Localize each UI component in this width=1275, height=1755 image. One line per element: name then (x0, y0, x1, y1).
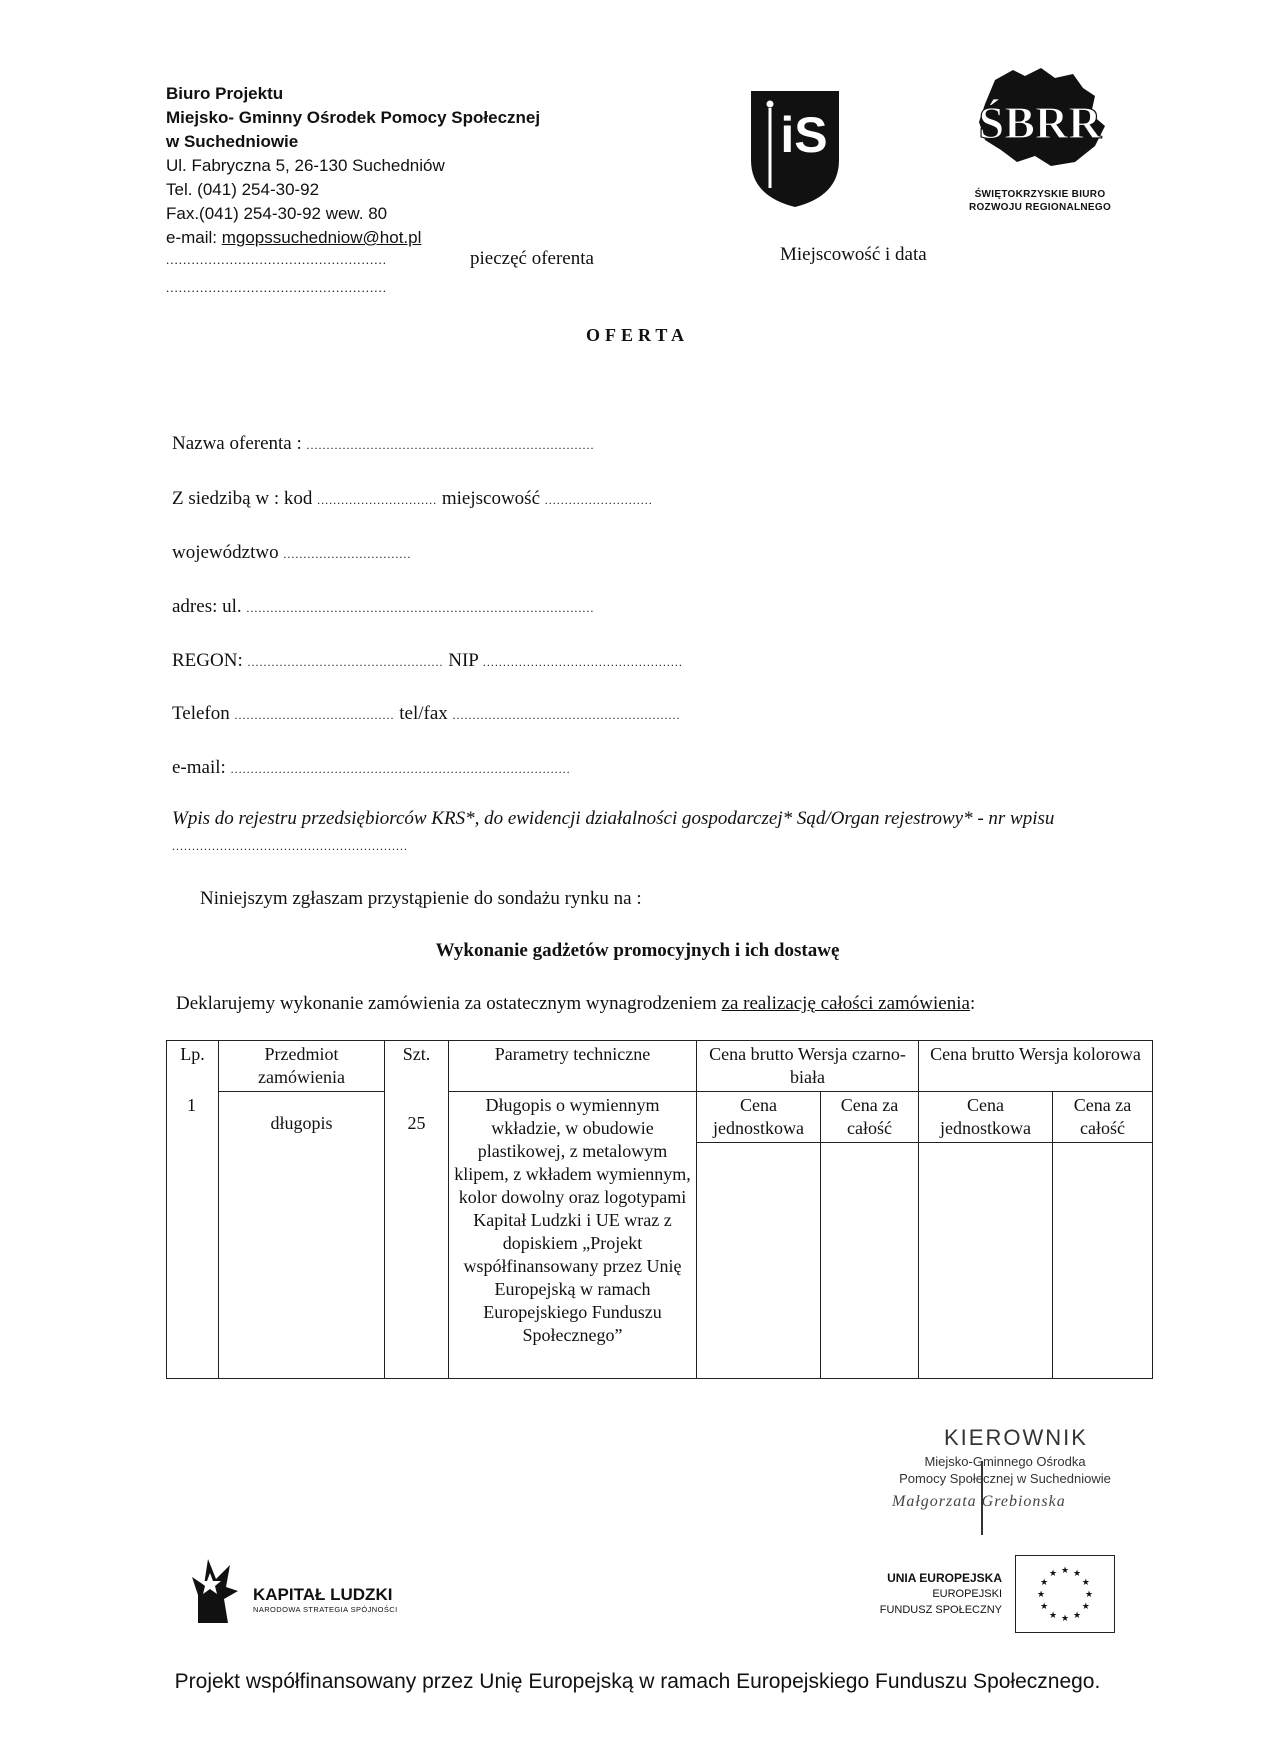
eu-star-icon: ★ (1040, 1601, 1049, 1611)
row-1-qty: 25 (385, 1092, 449, 1379)
row-1-color-unit-price-cell[interactable] (919, 1143, 1053, 1379)
eu-star-icon: ★ (1081, 1601, 1090, 1611)
row-1-params: Długopis o wymiennym wkładzie, w obudowie plastikowej, z metalowym klipem, z wkładem wymiennym, kolor dowolny oraz logotypami Kapitał Ludzki i UE wraz z dopiskiem „Projekt współfinansowany przez Unię Europejską w ramach Europejskiego Funduszu Społecznego” (449, 1092, 697, 1379)
sbrr-caption (950, 188, 1130, 214)
kapital-ludzki-name: KAPITAŁ LUDZKI (253, 1585, 393, 1604)
sbrr-letters: ŚBRR (978, 97, 1102, 148)
sbrr-logo-icon (955, 66, 1125, 170)
offerer-name-input-line[interactable]: ........................................................................ (306, 438, 595, 452)
table-header-row (167, 1041, 1153, 1092)
office-tel: Tel. (041) 254-30-92 (166, 180, 320, 199)
subject-title: Wykonanie gadżetów promocyjnych i ich dostawę (435, 940, 840, 961)
office-email-link[interactable]: mgopssuchedniow@hot.pl (221, 228, 422, 247)
footer-cofinancing-note: Projekt współfinansowany przez Unię Europejską w ramach Europejskiego Funduszu Społecznego. (174, 1670, 1101, 1693)
office-address-block (166, 82, 540, 250)
krs-registry-field (172, 806, 1102, 859)
header-color-unit-price: Cena jednostkowa (919, 1092, 1053, 1143)
stamp-org-line-2: Pomocy Społecznej w Suchedniowie (899, 1471, 1111, 1486)
postal-code-input-line[interactable]: .............................. (317, 493, 438, 507)
header-color-total-price: Cena za całość (1053, 1092, 1153, 1143)
krs-registry-input-line[interactable]: ........................................................... (172, 839, 408, 853)
field-voivodeship (172, 542, 411, 564)
header-item: Przedmiot zamówienia (219, 1041, 385, 1092)
suchedniow-crest-icon (748, 88, 842, 210)
eu-star-icon: ★ (1072, 1568, 1082, 1579)
header-bw-price-group: Cena brutto Wersja czarno-biała (697, 1041, 919, 1092)
office-line-1: Biuro Projektu (166, 84, 284, 103)
voivodeship-label: województwo (172, 542, 284, 563)
eu-line-1: UNIA EUROPEJSKA (887, 1571, 1002, 1585)
header-lp: Lp. (167, 1041, 219, 1092)
declaration-text: Deklarujemy wykonanie zamówienia za ostatecznym wynagrodzeniem (176, 993, 722, 1014)
handwritten-signature: Małgorzata Grebionska (892, 1493, 1066, 1510)
field-phone (172, 703, 681, 725)
phone-input-line[interactable]: ........................................ (234, 708, 395, 722)
eu-flag-icon (1015, 1555, 1115, 1633)
regon-label: REGON: (172, 650, 248, 671)
address-label: adres: ul. (172, 596, 247, 617)
table-subheader-row (167, 1092, 1153, 1143)
kapital-ludzki-subtitle: NARODOWA STRATEGIA SPÓJNOŚCI (253, 1605, 398, 1614)
offerer-name-label: Nazwa oferenta : (172, 433, 307, 454)
row-1-bw-total-price-cell[interactable] (821, 1143, 919, 1379)
regon-input-line[interactable]: ................................................. (247, 655, 444, 669)
eu-star-icon: ★ (1072, 1609, 1082, 1620)
office-line-2: Miejsko- Gminny Ośrodek Pomocy Społecznej (166, 108, 541, 127)
declaration-underlined: za realizację całości zamówienia (721, 993, 970, 1014)
eu-star-icon: ★ (1060, 1613, 1070, 1623)
eu-star-icon: ★ (1081, 1577, 1090, 1587)
kapital-ludzki-logo-icon (190, 1555, 240, 1625)
header-qty: Szt. (385, 1041, 449, 1092)
voivodeship-input-line[interactable]: ................................ (283, 547, 412, 561)
header-bw-total-price: Cena za całość (821, 1092, 919, 1143)
eu-star-icon: ★ (1084, 1589, 1094, 1599)
declaration-sentence (176, 993, 975, 1015)
stamp-title: KIEROWNIK (944, 1425, 1088, 1450)
krs-registry-text: Wpis do rejestru przedsiębiorców KRS*, do ewidencji działalności gospodarczej* Sąd/Organ rejestrowy* - nr wpisu (172, 808, 1055, 829)
nip-label: NIP (443, 650, 483, 671)
header-color-price-group: Cena brutto Wersja kolorowa (919, 1041, 1153, 1092)
field-offerer-name (172, 433, 595, 455)
field-address (172, 596, 594, 618)
nip-input-line[interactable]: .................................................. (482, 655, 683, 669)
eu-star-icon: ★ (1040, 1577, 1049, 1587)
eu-star-icon: ★ (1048, 1568, 1058, 1579)
office-email (166, 226, 540, 250)
signature-stroke-icon (978, 1461, 986, 1535)
eu-star-icon: ★ (1036, 1589, 1046, 1599)
stamp-label: pieczęć oferenta (470, 248, 594, 269)
header-params: Parametry techniczne (449, 1041, 697, 1092)
office-fax: Fax.(041) 254-30-92 wew. 80 (166, 204, 388, 223)
stamp-dotted-line-1: .................................................... (166, 252, 387, 267)
city-label: miejscowość (437, 488, 545, 509)
telfax-input-line[interactable]: ......................................................... (452, 708, 681, 722)
eu-fund-text (850, 1570, 1002, 1618)
address-input-line[interactable]: ....................................................................................... (246, 601, 595, 615)
seat-label: Z siedzibą w : kod (172, 488, 318, 509)
row-1-lp: 1 (167, 1092, 219, 1379)
field-email (172, 757, 571, 779)
header-bw-unit-price: Cena jednostkowa (697, 1092, 821, 1143)
eu-line-2: EUROPEJSKI (932, 1588, 1002, 1600)
row-1-item: długopis (219, 1092, 385, 1379)
email-input-line[interactable]: ..................................................................................... (230, 762, 571, 776)
eu-star-icon: ★ (1048, 1609, 1058, 1620)
office-email-label: e-mail: (166, 228, 222, 247)
phone-label: Telefon (172, 703, 235, 724)
kapital-ludzki-text (253, 1585, 398, 1614)
field-regon-nip (172, 650, 683, 672)
telfax-label: tel/fax (394, 703, 453, 724)
email-label: e-mail: (172, 757, 231, 778)
stamp-org (880, 1453, 1130, 1487)
eu-line-3: FUNDUSZ SPOŁECZNY (879, 1604, 1002, 1616)
office-address: Ul. Fabryczna 5, 26-130 Suchedniów (166, 156, 445, 175)
office-line-3: w Suchedniowie (166, 132, 299, 151)
stamp-org-line-1: Miejsko-Gminnego Ośrodka (924, 1454, 1086, 1469)
intro-sentence: Niniejszym zgłaszam przystąpienie do sondażu rynku na : (200, 888, 642, 909)
sbrr-caption-line-1: ŚWIĘTOKRZYSKIE BIURO (974, 189, 1106, 200)
offer-table (166, 1040, 1153, 1379)
crest-letters: iS (780, 107, 828, 163)
stamp-dotted-line-2: .................................................... (166, 280, 387, 295)
row-1-bw-unit-price-cell[interactable] (697, 1143, 821, 1379)
document-title: OFERTA (585, 325, 690, 345)
city-input-line[interactable]: ........................... (544, 493, 653, 507)
eu-star-icon: ★ (1060, 1565, 1070, 1575)
place-date-label: Miejscowość i data (780, 244, 927, 265)
row-1-color-total-price-cell[interactable] (1053, 1143, 1153, 1379)
sbrr-caption-line-2: ROZWOJU REGIONALNEGO (968, 202, 1112, 213)
field-seat (172, 488, 653, 510)
declaration-end: : (969, 993, 976, 1014)
